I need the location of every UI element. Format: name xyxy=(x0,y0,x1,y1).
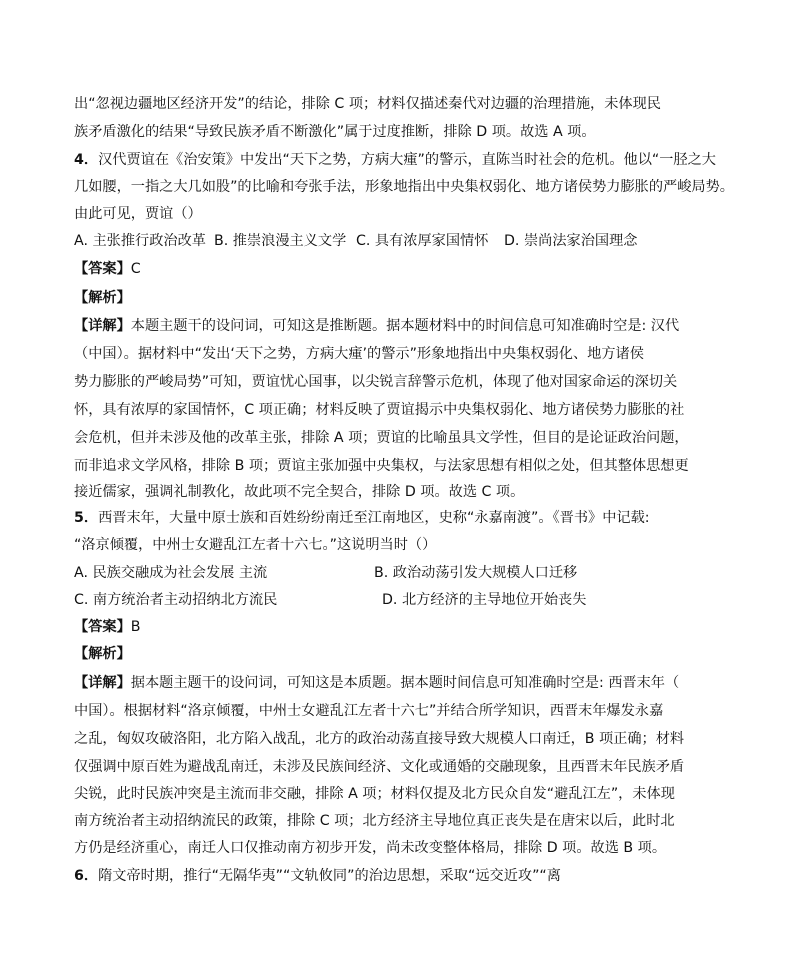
question-4-detail-line-4: 怀，具有浓厚的家国情怀，C 项正确；材料反映了贾谊揭示中央集权弱化、地方诸侯势力膨胀的社 xyxy=(74,402,685,418)
question-5-detail-line-5: 尖锐，此时民族冲突是主流而非交融，排除 A 项；材料仅提及北方民众自发“避乱江左”，未体现 xyxy=(74,786,675,802)
question-5-detail-line-2: 中国）。根据材料“洛京倾覆，中州士女避乱江左者十六七”并结合所学知识，西晋末年爆发永嘉 xyxy=(74,703,664,719)
question-4-detail-line-6: 而非追求文学风格，排除 B 项；贾谊主张加强中央集权，与法家思想有相似之处，但其整体思想更 xyxy=(74,458,689,474)
answer-value: C xyxy=(130,261,141,277)
option-b: B. 推崇浪漫主义文学 xyxy=(214,233,347,249)
question-4-answer xyxy=(74,256,141,282)
option-a: A. 民族交融成为社会发展 主流 xyxy=(74,565,268,581)
question-4-detail-line-3: 势力膨胀的严峻局势”可知，贾谊忧心国事，以尖锐言辞警示危机，体现了他对国家命运的深切关 xyxy=(74,374,678,390)
option-b: B. 政治动荡引发大规模人口迁移 xyxy=(374,565,578,581)
option-c: C. 南方统治者主动招纳北方流民 xyxy=(74,592,278,608)
detail-label: 【详解】 xyxy=(74,675,131,691)
question-5-detail-line-4: 仅强调中原百姓为避战乱南迁，未涉及民族间经济、文化或通婚的交融现象，且西晋末年民族矛盾 xyxy=(74,759,685,775)
stem-text: 汉代贾谊在《治安策》中发出“天下之势，方病大瘇”的警示，直陈当时社会的危机。他以“一胫之大 xyxy=(98,152,716,168)
option-c: C. 具有浓厚家国情怀 xyxy=(356,233,489,249)
stem-text: 西晋末年，大量中原士族和百姓纷纷南迁至江南地区，史称“永嘉南渡”。《晋书》中记载: xyxy=(98,510,650,526)
question-5-detail-line-6: 南方统治者主动招纳流民的政策，排除 C 项；北方经济主导地位真正丧失是在唐宋以后，此时北 xyxy=(74,813,675,829)
question-4-analysis-label: 【解析】 xyxy=(74,290,131,306)
continuation-line-2: 族矛盾激化的结果“导致民族矛盾不断激化”属于过度推断，排除 D 项。故选 A 项。 xyxy=(74,124,596,140)
question-5-answer xyxy=(74,614,141,640)
question-4-detail-line-5: 会危机，但并未涉及他的改革主张，排除 A 项；贾谊的比喻虽具文学性，但目的是论证政治问题， xyxy=(74,430,689,446)
question-5-detail-line-1 xyxy=(74,670,679,696)
question-4-stem-line-2: 几如腰，一指之大几如股”的比喻和夸张手法，形象地指出中央集权弱化、地方诸侯势力膨胀的严峻局势。 xyxy=(74,179,734,195)
question-4-detail-line-7: 接近儒家，强调礼制教化，故此项不完全契合，排除 D 项。故选 C 项。 xyxy=(74,484,525,500)
question-number: 5． xyxy=(74,510,99,526)
answer-label: 【答案】 xyxy=(74,261,131,277)
question-4-stem-line-1 xyxy=(74,147,716,173)
question-5-analysis-label: 【解析】 xyxy=(74,646,131,662)
question-5-stem-line-1 xyxy=(74,505,650,531)
detail-text: 本题主题干的设问词，可知这是推断题。据本题材料中的时间信息可知准确时空是: 汉代 xyxy=(130,318,680,334)
stem-text: 隋文帝时期，推行“无隔华夷”“文轨攸同”的治边思想，采取“远交近攻”“离 xyxy=(98,868,561,884)
continuation-line-1: 出“忽视边疆地区经济开发”的结论，排除 C 项；材料仅描述秦代对边疆的治理措施，未体现民 xyxy=(74,96,661,112)
detail-label: 【详解】 xyxy=(74,318,131,334)
question-5-detail-line-7: 方仍是经济重心，南迁人口仅推动南方初步开发，尚未改变整体格局，排除 D 项。故选 B 项。 xyxy=(74,840,667,856)
question-number: 6． xyxy=(74,868,99,884)
answer-label: 【答案】 xyxy=(74,619,131,635)
answer-value: B xyxy=(130,619,141,635)
option-d: D. 崇尚法家治国理念 xyxy=(504,233,638,249)
question-4-detail-line-1 xyxy=(74,313,679,339)
question-4-detail-line-2: （中国）。据材料中“发出‘天下之势，方病大瘇’的警示”形象地指出中央集权弱化、地方诸侯 xyxy=(74,346,644,362)
question-number: 4． xyxy=(74,152,99,168)
question-5-detail-line-3: 之乱，匈奴攻破洛阳，北方陷入战乱，北方的政治动荡直接导致大规模人口南迁，B 项正确；材料 xyxy=(74,731,685,747)
detail-text: 据本题主题干的设问词，可知这是本质题。据本题时间信息可知准确时空是: 西晋末年（ xyxy=(130,675,680,691)
option-a: A. 主张推行政治改革 xyxy=(74,233,206,249)
question-4-stem-line-3: 由此可见，贾谊（） xyxy=(74,206,202,222)
question-6-stem-line-1 xyxy=(74,863,561,889)
option-d: D. 北方经济的主导地位开始丧失 xyxy=(382,592,587,608)
question-5-stem-line-2: “洛京倾覆，中州士女避乱江左者十六七。”这说明当时（） xyxy=(74,537,437,553)
